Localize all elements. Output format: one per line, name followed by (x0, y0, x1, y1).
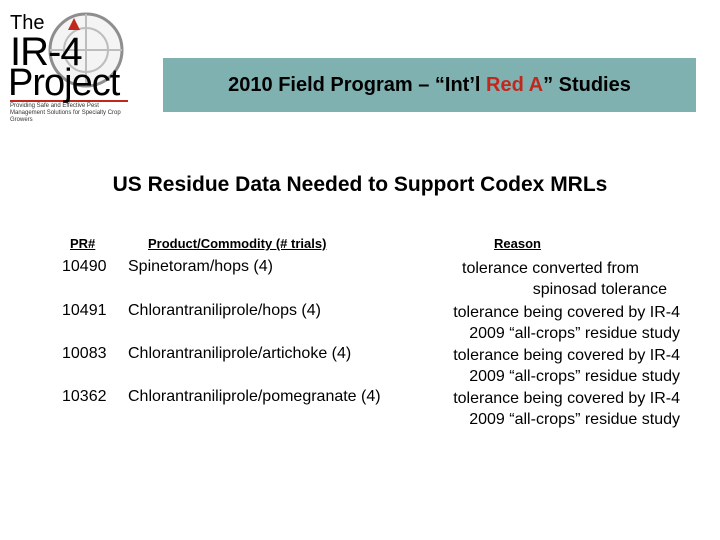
logo-project-text: Project (8, 62, 120, 104)
column-header-product: Product/Commodity (# trials) (148, 236, 327, 251)
table-row (0, 388, 720, 432)
ir4-logo (8, 6, 138, 134)
logo-tagline: Providing Safe and Effective Pest Management Solutions for Specialty Crop Growers (10, 103, 121, 123)
title-banner (163, 58, 696, 112)
row-reason-line1: tolerance converted from (462, 260, 639, 277)
table-row (0, 345, 720, 389)
row-reason-line2: 2009 “all-crops” residue study (469, 411, 680, 428)
column-header-reason: Reason (494, 236, 541, 251)
row-product: Chlorantraniliprole/hops (4) (128, 302, 321, 319)
row-reason (453, 345, 680, 387)
banner-title-highlight: Red A (486, 73, 544, 96)
row-reason (453, 388, 680, 430)
row-product: Chlorantraniliprole/pomegranate (4) (128, 388, 381, 405)
row-reason-line2: 2009 “all-crops” residue study (469, 325, 680, 342)
table-row (0, 302, 720, 346)
row-reason (453, 302, 680, 344)
row-reason-line1: tolerance being covered by IR-4 (453, 304, 680, 321)
row-product: Spinetoram/hops (4) (128, 258, 273, 275)
table-row (0, 258, 720, 302)
row-reason-line2: 2009 “all-crops” residue study (469, 368, 680, 385)
row-reason (462, 258, 667, 300)
banner-title-prefix: 2010 Field Program – “Int’l (228, 73, 487, 96)
logo-the-text: The (10, 12, 45, 34)
page-subtitle: US Residue Data Needed to Support Codex MRLs (112, 173, 608, 196)
row-pr-number: 10490 (62, 258, 107, 275)
row-pr-number: 10083 (62, 345, 107, 362)
row-pr-number: 10491 (62, 302, 107, 319)
banner-title-suffix: ” Studies (543, 73, 631, 96)
row-reason-line1: tolerance being covered by IR-4 (453, 390, 680, 407)
column-header-pr: PR# (70, 236, 96, 251)
logo-ir4-text: IR-4 (10, 30, 82, 74)
row-product: Chlorantraniliprole/artichoke (4) (128, 345, 352, 362)
row-pr-number: 10362 (62, 388, 107, 405)
row-reason-line1: tolerance being covered by IR-4 (453, 347, 680, 364)
row-reason-line2: spinosad tolerance (532, 281, 667, 298)
